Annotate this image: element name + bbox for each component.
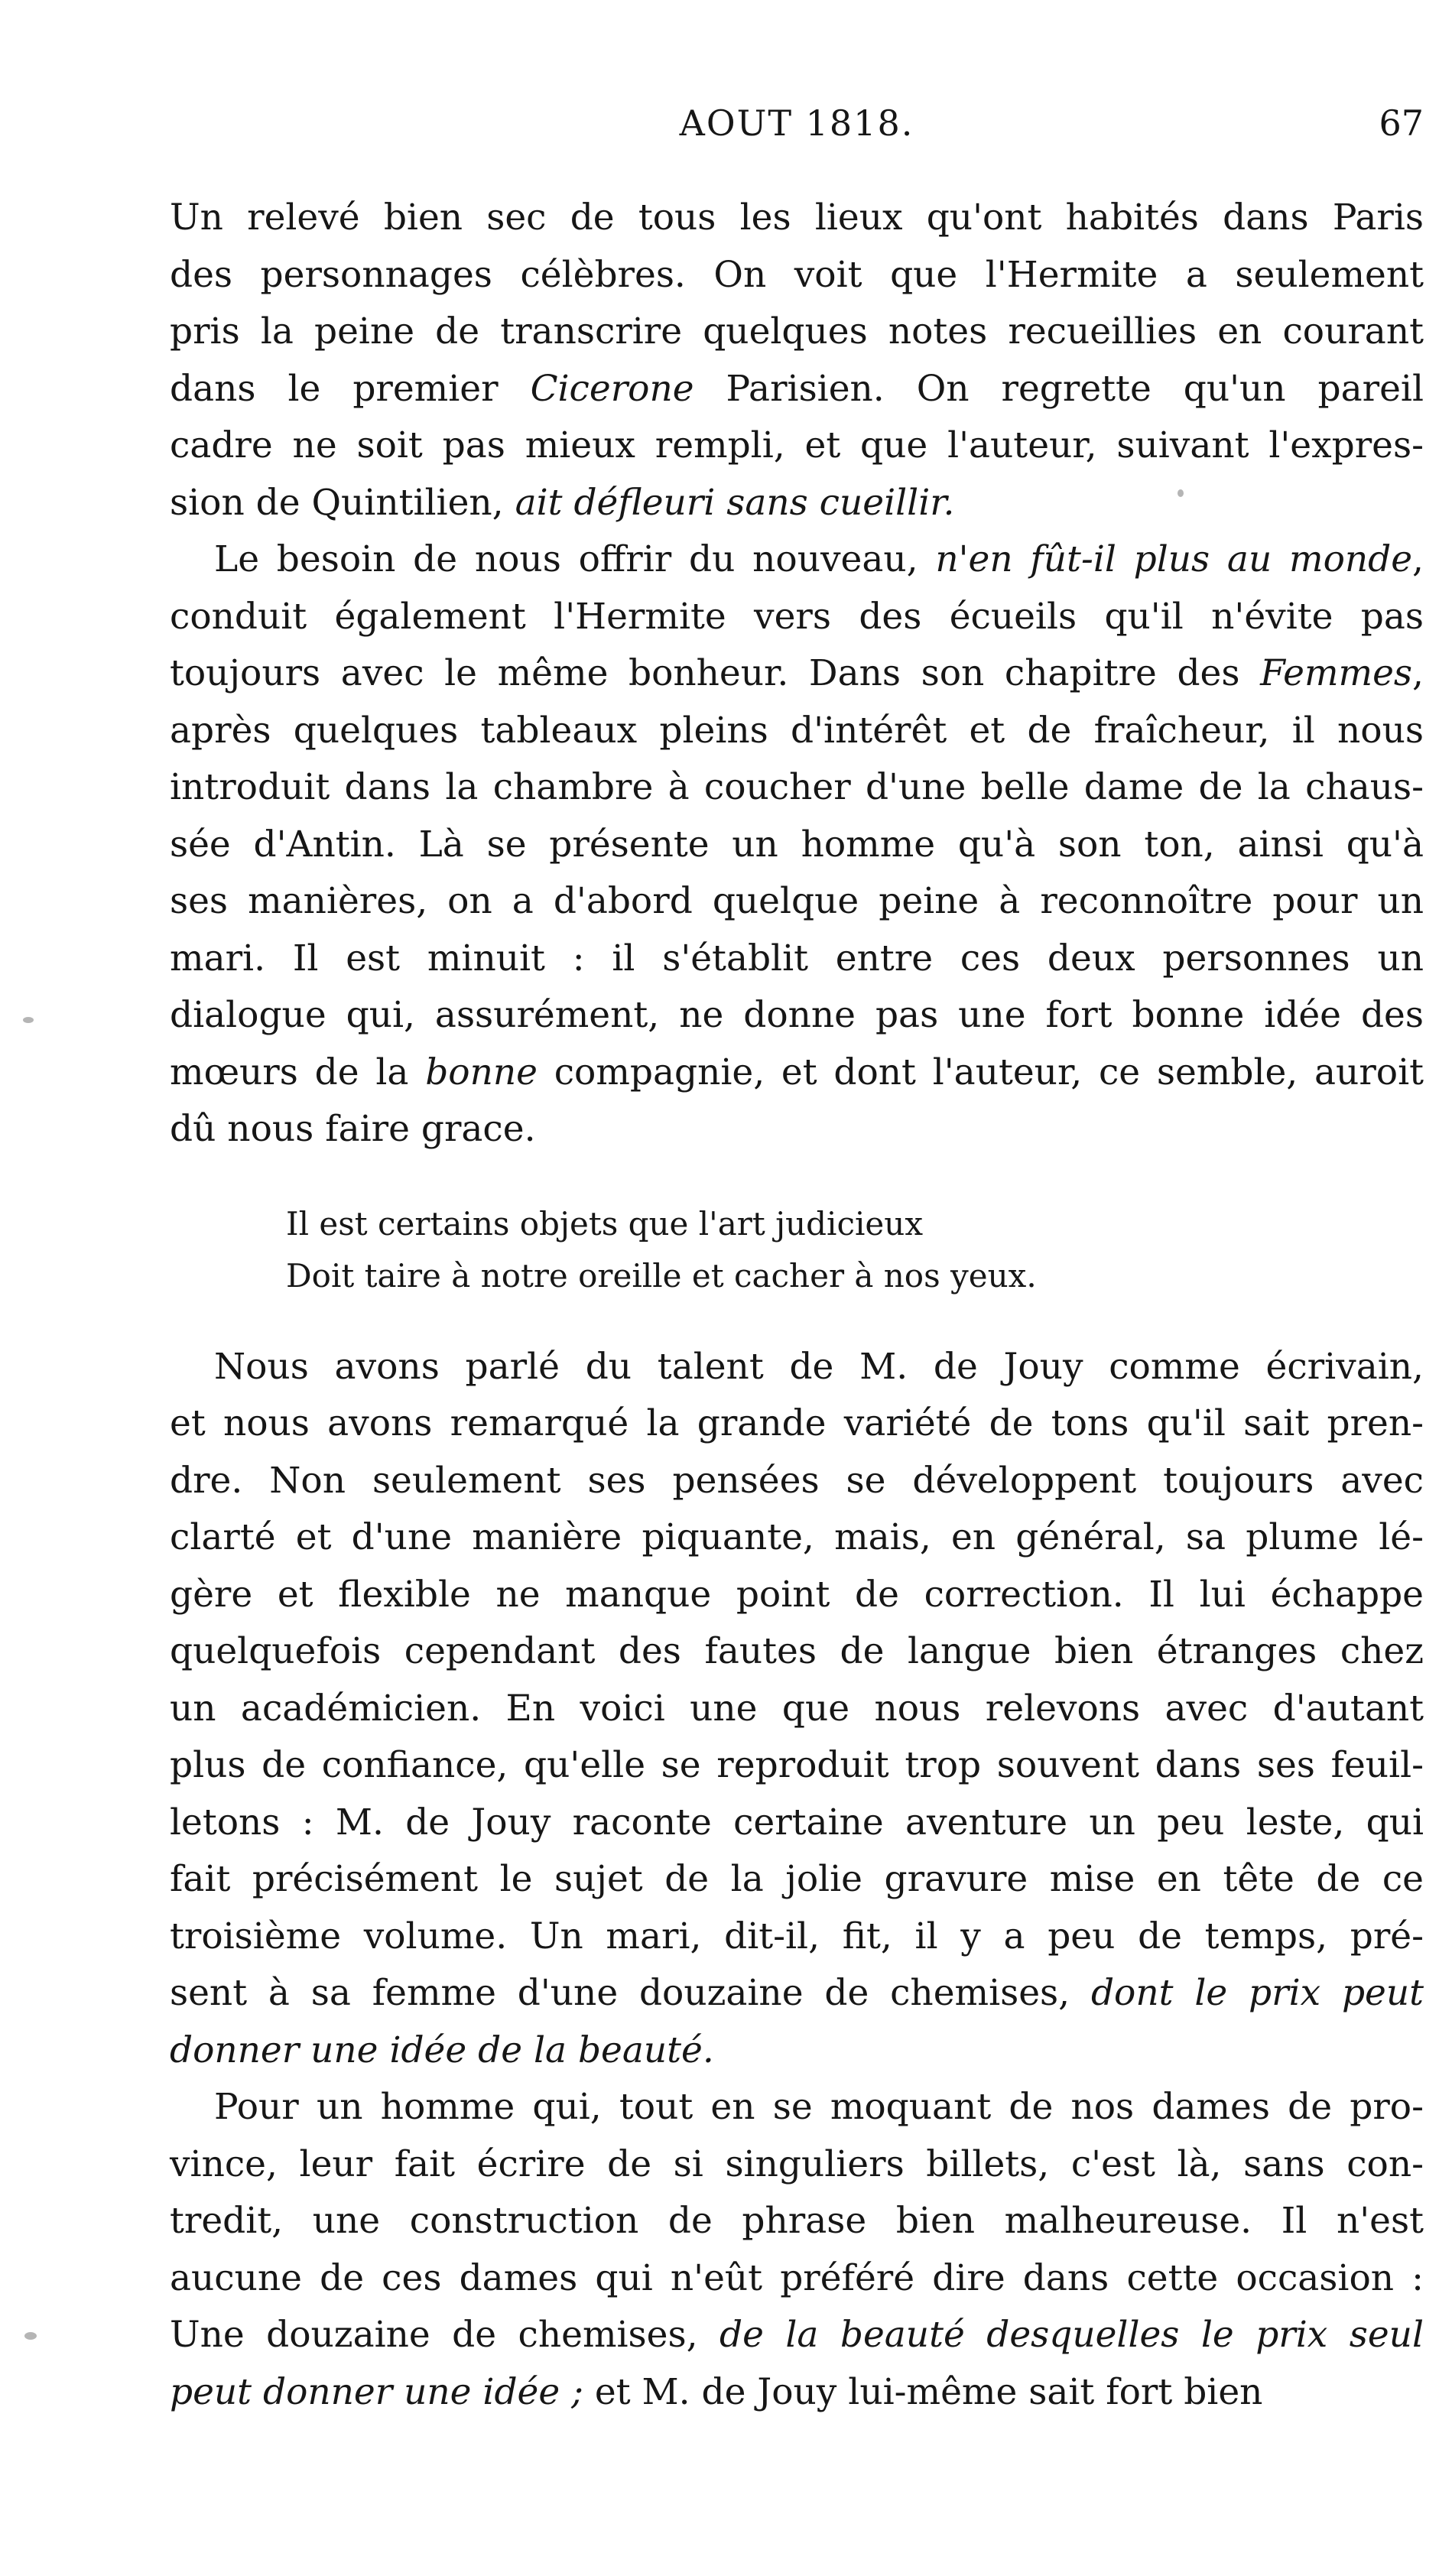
- text-line: [170, 1623, 1424, 1681]
- text-run: pris la peine de transcrire quelques notes recueillies en courant: [170, 310, 1424, 352]
- text-run: plus de confiance, qu'elle se reproduit trop souvent dans ses feuil-: [170, 1744, 1424, 1786]
- paper-speck: [23, 1017, 34, 1023]
- text-line: [170, 190, 1424, 247]
- italic-run: ait défleuri sans cueillir.: [515, 481, 955, 524]
- text-line: [170, 931, 1424, 988]
- text-line: [170, 1339, 1424, 1396]
- text-run: un académicien. En voici une que nous relevons avec d'autant: [170, 1687, 1424, 1730]
- text-run: cadre ne soit pas mieux rempli, et que l'auteur, suivant l'expres-: [170, 424, 1424, 466]
- text-run: compagnie, et dont l'auteur, ce semble, auroit: [537, 1051, 1424, 1093]
- text-line: [170, 247, 1424, 304]
- text-line: [170, 2364, 1424, 2422]
- text-run: toujours avec le même bonheur. Dans son chapitre des: [170, 652, 1261, 694]
- text-run: Le besoin de nous offrir du nouveau,: [214, 538, 936, 580]
- text-run: troisième volume. Un mari, dit-il, fit, il y a peu de temps, pré-: [170, 1915, 1424, 1957]
- text-run: clarté et d'une manière piquante, mais, en général, sa plume lé-: [170, 1516, 1424, 1558]
- verse-line: [286, 1198, 1424, 1250]
- verse-line: [286, 1250, 1424, 1302]
- verse-quotation: [286, 1198, 1424, 1302]
- text-run: Doit taire à notre oreille et cacher à nos yeux.: [286, 1256, 1037, 1294]
- text-line: [170, 1851, 1424, 1908]
- text-run: après quelques tableaux pleins d'intérêt et de fraîcheur, il nous: [170, 709, 1424, 752]
- text-run: ,: [1412, 652, 1424, 694]
- text-run: aucune de ces dames qui n'eût préféré dire dans cette occasion :: [170, 2256, 1424, 2299]
- text-run: Pour un homme qui, tout en se moquant de nos dames de pro-: [214, 2086, 1424, 2128]
- text-run: fait précisément le sujet de la jolie gravure mise en tête de ce: [170, 1858, 1424, 1900]
- paper-speck: [24, 2332, 37, 2340]
- text-line: [170, 1567, 1424, 1624]
- text-line: [170, 1509, 1424, 1567]
- text-line: [170, 531, 1424, 589]
- text-line: [170, 1453, 1424, 1510]
- text-line: [170, 817, 1424, 874]
- page-body: [170, 190, 1424, 2421]
- text-line: [170, 304, 1424, 361]
- text-line: [170, 987, 1424, 1044]
- text-line: [170, 589, 1424, 646]
- text-run: gère et flexible ne manque point de correction. Il lui échappe: [170, 1573, 1424, 1616]
- italic-run: peut donner une idée ;: [170, 2370, 583, 2413]
- text-run: dans le premier: [170, 367, 531, 410]
- text-run: Un relevé bien sec de tous les lieux qu'ont habités dans Paris: [170, 197, 1424, 239]
- text-run: ses manières, on a d'abord quelque peine à reconnoître pour un: [170, 880, 1424, 922]
- text-line: [170, 645, 1424, 703]
- text-run: Une douzaine de chemises,: [170, 2314, 720, 2356]
- text-run: sion de Quintilien,: [170, 481, 515, 524]
- text-line: [170, 1965, 1424, 2022]
- text-run: mari. Il est minuit : il s'établit entre ces deux personnes un: [170, 937, 1424, 979]
- text-line: [170, 1395, 1424, 1453]
- text-line: [170, 1044, 1424, 1102]
- italic-run: de la beauté desquelles le prix seul: [720, 2314, 1424, 2356]
- italic-run: bonne: [425, 1051, 538, 1093]
- text-run: dre. Non seulement ses pensées se développent toujours avec: [170, 1459, 1424, 1502]
- text-line: [170, 2022, 1424, 2080]
- text-line: [170, 475, 1424, 532]
- text-run: quelquefois cependant des fautes de langue bien étranges chez: [170, 1630, 1424, 1672]
- text-run: sée d'Antin. Là se présente un homme qu'à son ton, ainsi qu'à: [170, 823, 1424, 866]
- text-run: Nous avons parlé du talent de M. de Jouy comme écrivain,: [214, 1345, 1424, 1388]
- text-line: [170, 2250, 1424, 2308]
- text-run: Parisien. On regrette qu'un pareil: [694, 367, 1424, 410]
- text-line: [170, 2136, 1424, 2194]
- text-line: [170, 759, 1424, 817]
- text-line: [170, 1101, 1424, 1158]
- italic-run: Femmes: [1260, 652, 1413, 694]
- text-run: Il est certains objets que l'art judicieux: [286, 1204, 924, 1243]
- text-line: [170, 1795, 1424, 1852]
- text-run: mœurs de la: [170, 1051, 426, 1093]
- text-line: [170, 1908, 1424, 1966]
- italic-run: dont le prix peut: [1090, 1972, 1424, 2014]
- text-run: et nous avons remarqué la grande variété de tons qu'il sait pren-: [170, 1402, 1424, 1444]
- text-line: [170, 2079, 1424, 2136]
- text-line: [170, 417, 1424, 475]
- text-run: dialogue qui, assurément, ne donne pas une fort bonne idée des: [170, 994, 1424, 1036]
- text-line: [170, 1737, 1424, 1795]
- page-header: [170, 102, 1424, 156]
- text-line: [170, 361, 1424, 418]
- text-run: vince, leur fait écrire de si singuliers billets, c'est là, sans con-: [170, 2142, 1424, 2185]
- text-line: [170, 873, 1424, 931]
- text-run: et M. de Jouy lui-même sait fort bien: [583, 2370, 1263, 2413]
- italic-run: n'en fût-il plus au monde: [935, 538, 1413, 580]
- text-run: dû nous faire grace.: [170, 1108, 536, 1150]
- text-run: conduit également l'Hermite vers des écueils qu'il n'évite pas: [170, 595, 1424, 638]
- text-run: des personnages célèbres. On voit que l'Hermite a seulement: [170, 253, 1424, 296]
- running-head: AOUT 1818.: [679, 102, 914, 144]
- text-run: tredit, une construction de phrase bien malheureuse. Il n'est: [170, 2200, 1424, 2242]
- text-run: ,: [1412, 538, 1424, 580]
- text-line: [170, 1681, 1424, 1738]
- text-run: introduit dans la chambre à coucher d'une belle dame de la chaus-: [170, 766, 1424, 808]
- page-number: 67: [1379, 102, 1424, 144]
- text-line: [170, 2193, 1424, 2250]
- text-run: sent à sa femme d'une douzaine de chemises,: [170, 1972, 1091, 2014]
- italic-run: Cicerone: [530, 367, 694, 410]
- text-line: [170, 703, 1424, 760]
- text-run: letons : M. de Jouy raconte certaine aventure un peu leste, qui: [170, 1801, 1424, 1843]
- text-line: [170, 2307, 1424, 2364]
- italic-run: donner une idée de la beauté.: [170, 2029, 714, 2071]
